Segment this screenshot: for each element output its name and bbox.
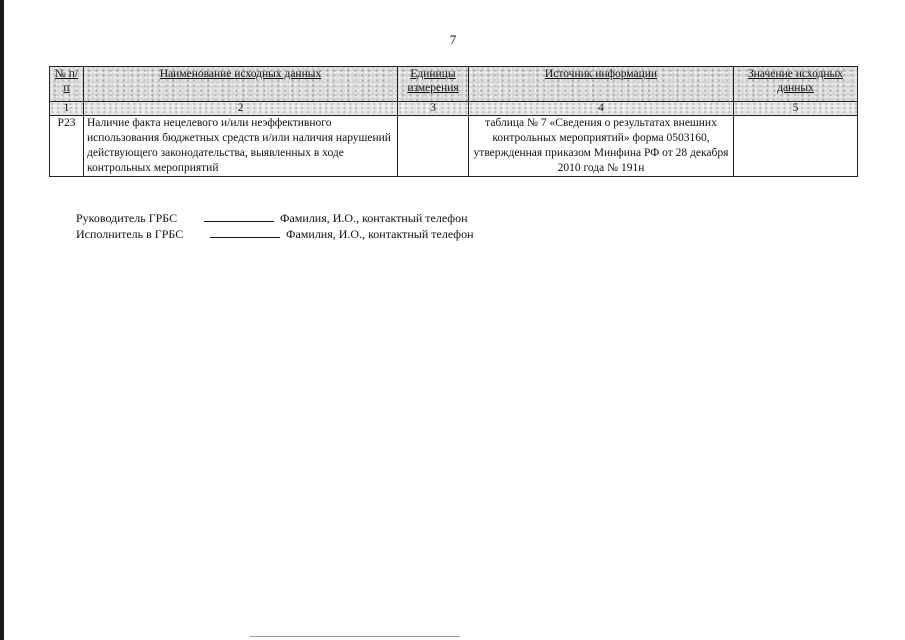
header-value: Значение исходных данных [734, 67, 858, 102]
column-number: 3 [398, 102, 469, 116]
table-row [50, 116, 858, 177]
page-number: 7 [449, 32, 457, 47]
scan-artifact-line [250, 636, 460, 637]
column-number-row [50, 102, 858, 116]
row-source: таблица № 7 «Сведения о результатах внешних контрольных мероприятий» форма 0503160, утвержденная приказом Минфина РФ от 28 декабря 2010 года № 191н [469, 116, 734, 177]
row-value [734, 116, 858, 177]
signature-block [76, 210, 474, 242]
signature-blank [210, 226, 280, 238]
signature-role: Исполнитель в ГРБС [76, 227, 184, 241]
table-header-row [50, 67, 858, 102]
column-number: 2 [84, 102, 398, 116]
row-unit [398, 116, 469, 177]
header-data-name: Наименование исходных данных [84, 67, 398, 102]
header-number: № п/п [50, 67, 84, 102]
signature-line-executor [76, 226, 474, 242]
column-number: 4 [469, 102, 734, 116]
row-code: Р23 [50, 116, 84, 177]
page-edge-bar [0, 0, 4, 640]
header-source: Источник информации [469, 67, 734, 102]
source-data-table [49, 66, 858, 177]
column-number: 5 [734, 102, 858, 116]
signature-role: Руководитель ГРБС [76, 211, 178, 225]
signature-details: Фамилия, И.О., контактный телефон [280, 211, 468, 225]
column-number: 1 [50, 102, 84, 116]
row-data-name: Наличие факта нецелевого и/или неэффективного использования бюджетных средств и/или наличия нарушений действующего законодательства, выявленных в ходе контрольных мероприятий [84, 116, 398, 177]
signature-blank [204, 210, 274, 222]
header-units: Единицы измерения [398, 67, 469, 102]
signature-line-head [76, 210, 474, 226]
signature-details: Фамилия, И.О., контактный телефон [286, 227, 474, 241]
